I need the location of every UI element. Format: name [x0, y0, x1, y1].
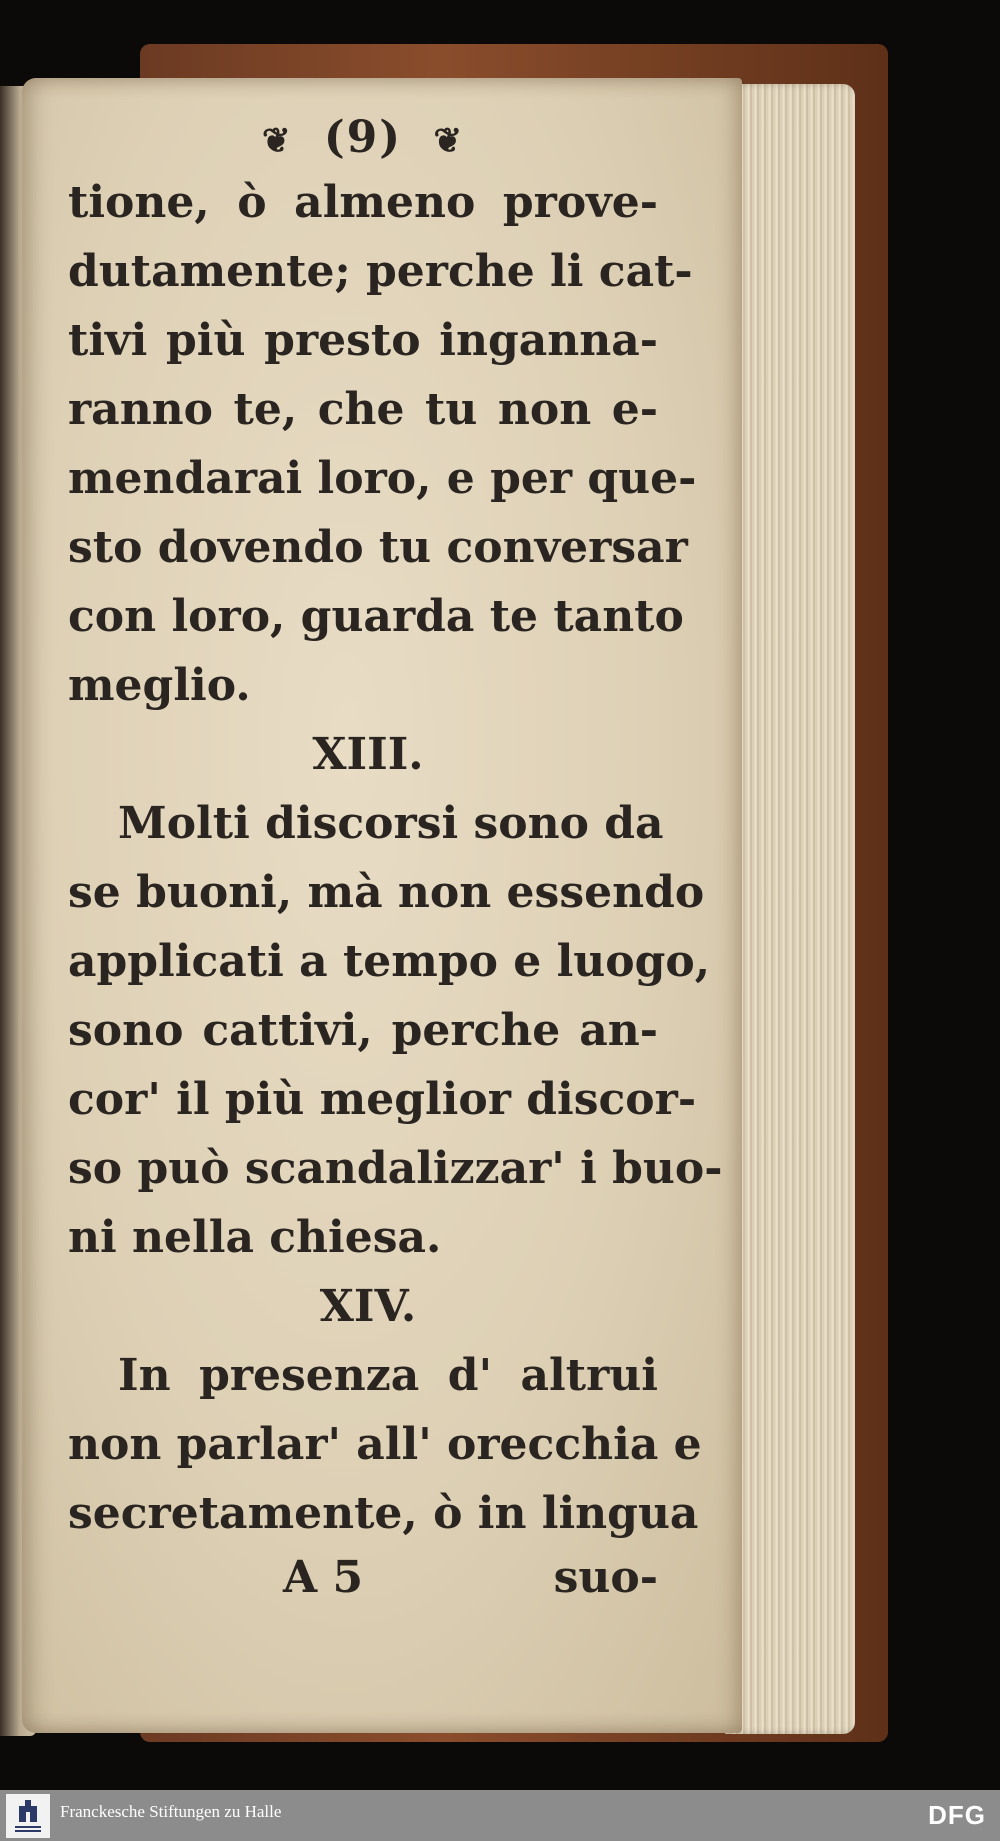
text-line: non parlar' all' orecchia e	[68, 1419, 702, 1470]
text-line: cor' il più meglior discor-	[68, 1074, 697, 1125]
section-number-xiv: XIV.	[319, 1281, 417, 1332]
ornament-left-icon: ❦	[262, 121, 293, 161]
page-number: (9)	[323, 112, 403, 163]
text-line: ranno te, che tu non e-	[68, 384, 658, 435]
page-header	[68, 108, 658, 168]
text-line: tione, ò almeno prove-	[68, 177, 658, 228]
text-line: ni nella chiesa.	[68, 1212, 442, 1263]
section-number-xiii: XIII.	[312, 729, 424, 780]
text-line: con loro, guarda te tanto	[68, 591, 684, 642]
building-icon	[13, 1798, 43, 1834]
text-line: mendarai loro, e per que-	[68, 453, 697, 504]
text-line: meglio.	[68, 660, 251, 711]
institution-name[interactable]: Franckesche Stiftungen zu Halle	[60, 1802, 282, 1821]
page-edges	[725, 84, 855, 1734]
text-line: dutamente; perche li cat-	[68, 246, 693, 297]
footer-bar	[0, 1790, 1000, 1841]
text-line: tivi più presto inganna-	[68, 315, 658, 366]
text-line: secretamente, ò in lingua	[68, 1488, 699, 1539]
catchword: suo-	[553, 1552, 658, 1603]
dfg-logo[interactable]: DFG	[928, 1800, 986, 1830]
page-footer	[68, 1548, 658, 1608]
text-line: In presenza d' altrui	[118, 1350, 658, 1401]
text-line: so può scandalizzar' i buo-	[68, 1143, 723, 1194]
text-line: Molti discorsi sono da	[118, 798, 664, 849]
signature-mark: A 5	[283, 1552, 364, 1603]
institution-logo[interactable]	[6, 1794, 50, 1838]
page-text	[68, 108, 723, 1608]
text-line: applicati a tempo e luogo,	[68, 936, 711, 987]
text-line: sto dovendo tu conversar	[68, 522, 688, 573]
ornament-right-icon: ❦	[433, 121, 464, 161]
text-line: se buoni, mà non essendo	[68, 867, 705, 918]
text-line: sono cattivi, perche an-	[68, 1005, 658, 1056]
